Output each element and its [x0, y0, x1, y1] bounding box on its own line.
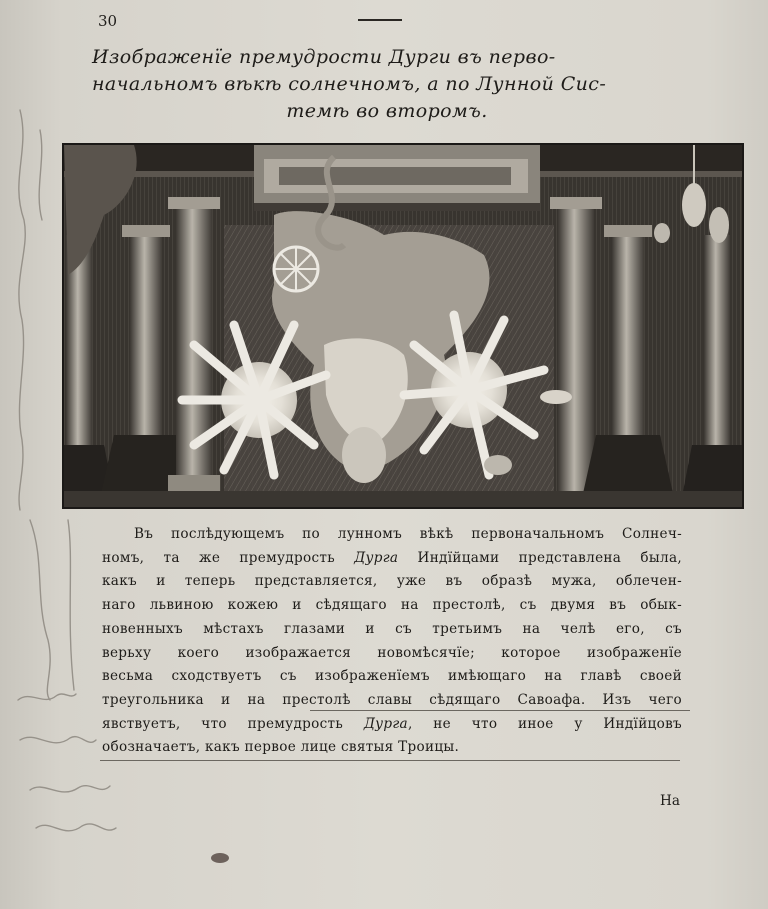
body-line: [102, 547, 682, 571]
ink-blot: [211, 853, 229, 863]
engraving-illustration: [64, 145, 742, 507]
body-text-run: Въ послѣдующемъ по лунномъ вѣкѣ первоначальномъ Солнеч-: [134, 526, 682, 542]
body-text-run: Индїйцами представлена была,: [398, 549, 682, 566]
body-line: [102, 642, 682, 666]
body-text-run: треугольника и на престолѣ славы сѣдящаго Савоафа. Изъ чего: [102, 691, 682, 708]
body-paragraph: [102, 523, 682, 760]
body-line: [102, 618, 682, 642]
body-text-run: наго львиною кожею и сѣдящаго на престолѣ, съ двумя въ обык-: [102, 597, 682, 614]
italic-name: Дурга: [363, 715, 408, 732]
underline-mark: [100, 760, 680, 761]
italic-name: Дурга: [354, 549, 399, 566]
body-text-run: номъ, та же премудрость: [102, 549, 355, 566]
page-number: 30: [98, 12, 118, 30]
body-line: [102, 570, 682, 594]
body-line: [102, 713, 682, 737]
body-text-run: какъ и теперь представляется, уже въ образѣ мужа, облечен-: [102, 573, 682, 590]
body-line: [102, 594, 682, 618]
body-text-run: весьма сходствуетъ съ изображенїемъ имѣющаго на главѣ своей: [102, 668, 682, 685]
engraving-plate: [62, 143, 744, 509]
body-text-run: , не что иное у Индїйцовъ: [407, 715, 682, 732]
body-text-run: верьху коего изображается новомѣсячїе; которое изображенїе: [102, 644, 682, 661]
caption-line: начальномъ вѣкѣ солнечномъ, а по Лунной Сис-: [92, 73, 607, 95]
header-rule: [358, 19, 402, 21]
body-text-run: явствуетъ, что премудрость: [102, 715, 364, 732]
caption-line: темѣ во второмъ.: [286, 100, 488, 122]
body-text-run: новенныхъ мѣстахъ глазами и съ третьимъ на челѣ его, съ: [102, 620, 682, 637]
body-line: [102, 523, 682, 547]
catchword: На: [660, 793, 680, 809]
caption-line: Изображенїе премудрости Дурги въ перво-: [92, 46, 556, 68]
body-line: [102, 665, 682, 689]
figure-caption: [92, 44, 682, 125]
body-line: [102, 736, 682, 760]
body-text-run: обозначаетъ, какъ первое лице святыя Троицы.: [102, 739, 460, 756]
underline-mark: [310, 710, 690, 711]
